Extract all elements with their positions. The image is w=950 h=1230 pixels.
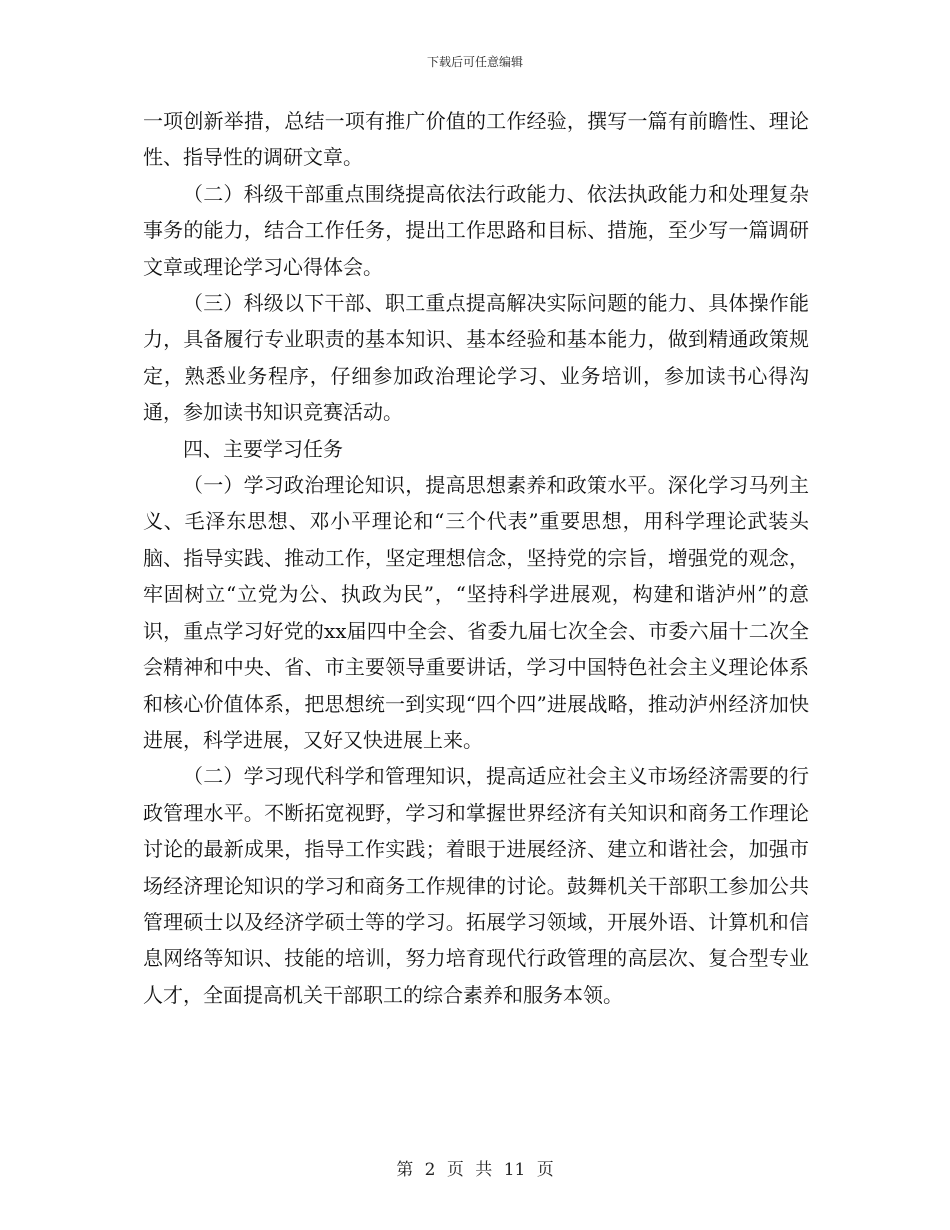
paragraph-modern-management: （二）学习现代科学和管理知识，提高适应社会主义市场经济需要的行政管理水平。不断拓宽视野，学习和掌握世界经济有关知识和商务工作理论讨论的最新成果，指导工作实践；着眼于进展经济、建立和谐社会，加强市场经济理论知识的学习和商务工作规律的讨论。鼓舞机关干部职工参加公共管理硕士以及经济学硕士等的学习。拓展学习领域，开展外语、计算机和信息网络等知识、技能的培训，努力培育现代行政管理的高层次、复合型专业人才，全面提高机关干部职工的综合素养和服务本领。	[143, 764, 809, 1007]
document-body	[143, 103, 809, 1013]
page-number-footer: 第 2 页 共 11 页	[396, 1160, 554, 1180]
paragraph-section-level-cadres: （二）科级干部重点围绕提高依法行政能力、依法执政能力和处理复杂事务的能力，结合工作任务，提出工作思路和目标、措施，至少写一篇调研文章或理论学习心得体会。	[143, 181, 809, 279]
paragraph-continuation: 一项创新举措，总结一项有推广价值的工作经验，撰写一篇有前瞻性、理论性、指导性的调研文章。	[143, 109, 809, 170]
page-header: 下载后可任意编辑	[426, 55, 523, 69]
paragraph-political-theory: （一）学习政治理论知识，提高思想素养和政策水平。深化学习马列主义、毛泽东思想、邓小平理论和“三个代表”重要思想，用科学理论武装头脑、指导实践、推动工作，坚定理想信念，坚持党的宗旨，增强党的观念，牢固树立“立党为公、执政为民”，“坚持科学进展观，构建和谐泸州”的意识，重点学习好党的xx届四中全会、省委九届七次全会、市委六届十二次全会精神和中央、省、市主要领导重要讲话，学习中国特色社会主义理论体系和核心价值体系，把思想统一到实现“四个四”进展战略，推动泸州经济加快进展，科学进展，又好又快进展上来。	[143, 473, 809, 752]
section-heading-main-tasks: 四、主要学习任务	[183, 436, 343, 461]
paragraph-below-section-staff: （三）科级以下干部、职工重点提高解决实际问题的能力、具体操作能力，具备履行专业职责的基本知识、基本经验和基本能力，做到精通政策规定，熟悉业务程序，仔细参加政治理论学习、业务培训，参加读书心得沟通，参加读书知识竞赛活动。	[143, 291, 809, 425]
